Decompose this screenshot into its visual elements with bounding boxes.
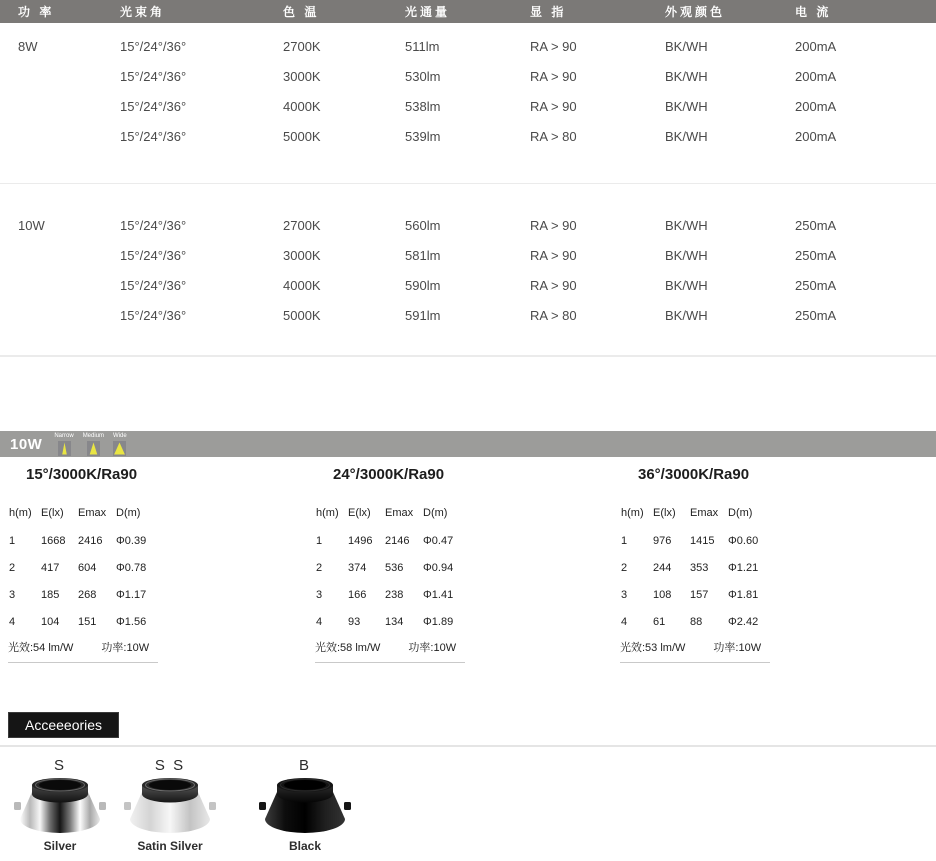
spec-cell: 539lm	[405, 128, 441, 144]
photometric-row	[8, 527, 160, 554]
photometric-col-header: E(lx)	[653, 507, 676, 519]
photometric-table-title: 36°/3000K/Ra90	[638, 466, 750, 483]
spec-cell: RA > 90	[530, 277, 577, 293]
spec-cell: 581lm	[405, 247, 441, 263]
photometric-cell: 353	[690, 561, 709, 574]
photometric-cell: 2	[621, 561, 628, 574]
beam-mode-wide	[113, 433, 127, 456]
spec-cell: BK/WH	[665, 68, 708, 84]
photometric-cell: 108	[653, 588, 672, 601]
photometric-row	[8, 554, 160, 581]
efficacy-value: 光效:54 lm/W	[8, 642, 74, 654]
spec-cell: BK/WH	[665, 98, 708, 114]
photometric-table	[315, 460, 490, 663]
spec-cell: 590lm	[405, 277, 441, 293]
photometric-cell: 166	[348, 588, 367, 601]
spec-row	[0, 121, 936, 151]
col-header-color-temp: 色 温	[265, 0, 387, 23]
photometric-cell: 1	[9, 534, 16, 547]
col-header-beam-angle: 光束角	[102, 0, 265, 23]
spec-cell: 3000K	[283, 247, 321, 263]
spec-cell: BK/WH	[665, 247, 708, 263]
beam-mode-label: Medium	[82, 433, 105, 439]
photometric-cell: 61	[653, 615, 666, 628]
beam-mode-label: Narrow	[54, 433, 74, 439]
photometric-cell: 2146	[385, 534, 410, 547]
photometric-cell: 1496	[348, 534, 373, 547]
spec-cell: 15°/24°/36°	[120, 38, 187, 54]
photometric-cell: 93	[348, 615, 361, 628]
spec-cell: 250mA	[795, 247, 837, 263]
photometric-cell: 4	[621, 615, 628, 628]
photometric-table-title: 24°/3000K/Ra90	[333, 466, 445, 483]
spec-cell: RA > 80	[530, 128, 577, 144]
photometric-cell: 88	[690, 615, 703, 628]
spec-row	[0, 270, 936, 300]
group-separator-line	[0, 183, 936, 184]
photometric-col-header: Emax	[78, 507, 107, 519]
spec-cell: RA > 90	[530, 98, 577, 114]
photometric-row	[620, 527, 772, 554]
spec-table-header	[0, 0, 936, 23]
photometric-tables	[0, 460, 936, 660]
accessory-item-black	[245, 757, 365, 853]
photometric-cell: Φ2.42	[728, 615, 759, 628]
band-power-label: 10W	[10, 435, 43, 453]
photometric-cell: 1668	[41, 534, 66, 547]
photometric-cell: 374	[348, 561, 367, 574]
spec-cell: 538lm	[405, 98, 441, 114]
photometric-col-header: E(lx)	[41, 507, 64, 519]
photometric-col-header: E(lx)	[348, 507, 371, 519]
photometric-data-table	[8, 499, 160, 635]
photometric-cell: 151	[78, 615, 97, 628]
photometric-footer	[8, 636, 158, 663]
beam-mode-narrow	[54, 433, 73, 456]
photometric-cell: Φ1.81	[728, 588, 759, 601]
photometric-cell: Φ0.47	[423, 534, 454, 547]
power-cell	[0, 300, 102, 330]
spec-cell: 5000K	[283, 307, 321, 323]
photometric-col-header: Emax	[385, 507, 414, 519]
spec-cell: 15°/24°/36°	[120, 217, 187, 233]
spec-row	[0, 240, 936, 270]
power-cell	[0, 240, 102, 270]
photometric-table-title: 15°/3000K/Ra90	[26, 466, 138, 483]
efficacy-value: 光效:58 lm/W	[315, 642, 381, 654]
photometric-cell: Φ0.94	[423, 561, 454, 574]
photometric-cell: Φ0.39	[116, 534, 147, 547]
photometric-row	[8, 581, 160, 608]
photometric-cell: 134	[385, 615, 404, 628]
spec-cell: 15°/24°/36°	[120, 277, 187, 293]
spec-cell: BK/WH	[665, 277, 708, 293]
beam-medium-icon	[87, 441, 100, 456]
spec-cell: 15°/24°/36°	[120, 307, 187, 323]
photometric-data-table	[315, 499, 467, 635]
photometric-col-header: Emax	[690, 507, 719, 519]
spec-cell: 200mA	[795, 38, 837, 54]
power-cell: 10W	[18, 217, 45, 233]
spec-cell: 4000K	[283, 277, 321, 293]
spec-table-body	[0, 23, 936, 330]
spec-cell: 591lm	[405, 307, 441, 323]
spec-table	[0, 0, 936, 330]
spec-group-gap	[0, 151, 936, 210]
photometric-cell: 3	[621, 588, 628, 601]
reflector-ring-image	[257, 778, 353, 836]
photometric-cell: 536	[385, 561, 404, 574]
photometric-col-header: D(m)	[423, 507, 448, 519]
reflector-ring-image	[122, 778, 218, 836]
col-header-power: 功 率	[0, 0, 102, 23]
photometric-cell: 185	[41, 588, 60, 601]
photometric-col-header: h(m)	[621, 507, 644, 519]
photometric-row	[315, 581, 467, 608]
power-cell	[0, 91, 102, 121]
photometric-cell: 1	[316, 534, 323, 547]
spec-row	[0, 31, 936, 61]
accessory-item-satin-silver	[110, 757, 230, 853]
beam-narrow-icon	[58, 441, 71, 456]
spec-row	[0, 61, 936, 91]
photometric-cell: 2416	[78, 534, 103, 547]
photometric-cell: Φ1.21	[728, 561, 759, 574]
col-header-luminous-flux: 光通量	[387, 0, 512, 23]
spec-cell: 15°/24°/36°	[120, 98, 187, 114]
accessories-list	[0, 747, 936, 857]
accessory-item-silver	[0, 757, 120, 853]
photometric-cell: 244	[653, 561, 672, 574]
photometric-cell: 417	[41, 561, 60, 574]
spec-cell: BK/WH	[665, 38, 708, 54]
photometric-footer	[315, 636, 465, 663]
photometric-row	[620, 608, 772, 635]
photometric-cell: 268	[78, 588, 97, 601]
photometric-table	[8, 460, 183, 663]
spec-cell: 200mA	[795, 98, 837, 114]
photometric-row	[620, 554, 772, 581]
power-value: 功率:10W	[408, 642, 457, 654]
spec-cell: RA > 90	[530, 217, 577, 233]
spec-cell: 250mA	[795, 217, 837, 233]
accessory-code: S S	[154, 757, 186, 774]
photometric-cell: 4	[316, 615, 323, 628]
reflector-ring-image	[12, 778, 108, 836]
spec-row	[0, 300, 936, 330]
spec-cell: RA > 90	[530, 38, 577, 54]
col-header-finish-color: 外观颜色	[647, 0, 777, 23]
beam-mode-label: Wide	[113, 433, 127, 439]
photometric-cell: 104	[41, 615, 60, 628]
photometric-row	[315, 554, 467, 581]
photometric-cell: 157	[690, 588, 709, 601]
beam-mode-icons	[54, 432, 126, 456]
accessory-name: Satin Silver	[137, 839, 203, 853]
photometric-cell: 976	[653, 534, 672, 547]
col-header-cri: 显 指	[512, 0, 647, 23]
spec-cell: BK/WH	[665, 128, 708, 144]
spec-cell: 530lm	[405, 68, 441, 84]
power-cell	[0, 270, 102, 300]
spec-cell: 200mA	[795, 128, 837, 144]
spec-cell: 3000K	[283, 68, 321, 84]
accessory-name: Black	[288, 839, 322, 853]
col-header-current: 电 流	[777, 0, 936, 23]
spec-cell: 4000K	[283, 98, 321, 114]
photometric-cell: 604	[78, 561, 97, 574]
photometric-col-header: D(m)	[728, 507, 753, 519]
photometric-col-header: h(m)	[9, 507, 32, 519]
spec-cell: 2700K	[283, 217, 321, 233]
spec-cell: RA > 80	[530, 307, 577, 323]
accessories-title: Acceeeories	[8, 712, 119, 738]
spec-cell: BK/WH	[665, 307, 708, 323]
spec-top-spacer	[0, 23, 936, 31]
accessory-name: Silver	[43, 839, 77, 853]
photometric-cell: Φ0.60	[728, 534, 759, 547]
photometric-row	[8, 608, 160, 635]
photometric-band	[0, 431, 936, 457]
spec-cell: 5000K	[283, 128, 321, 144]
spec-cell: 200mA	[795, 68, 837, 84]
power-cell	[0, 61, 102, 91]
photometric-cell: 238	[385, 588, 404, 601]
spec-cell: 15°/24°/36°	[120, 247, 187, 263]
efficacy-value: 光效:53 lm/W	[620, 642, 686, 654]
photometric-cell: Φ0.78	[116, 561, 147, 574]
photometric-table	[620, 460, 795, 663]
photometric-cell: 2	[316, 561, 323, 574]
spec-cell: 250mA	[795, 307, 837, 323]
spec-cell: RA > 90	[530, 247, 577, 263]
photometric-cell: 2	[9, 561, 16, 574]
section-separator-line	[0, 355, 936, 357]
power-cell: 8W	[18, 38, 38, 54]
photometric-cell: Φ1.56	[116, 615, 147, 628]
photometric-cell: 3	[9, 588, 16, 601]
accessories-section	[0, 712, 936, 857]
accessory-code: B	[298, 757, 311, 774]
photometric-cell: Φ1.41	[423, 588, 454, 601]
photometric-cell: 4	[9, 615, 16, 628]
spec-row	[0, 91, 936, 121]
power-value: 功率:10W	[713, 642, 762, 654]
spec-cell: BK/WH	[665, 217, 708, 233]
photometric-cell: 1	[621, 534, 628, 547]
spec-cell: RA > 90	[530, 68, 577, 84]
spec-cell: 2700K	[283, 38, 321, 54]
photometric-data-table	[620, 499, 772, 635]
beam-wide-icon	[113, 441, 126, 456]
photometric-col-header: h(m)	[316, 507, 339, 519]
photometric-row	[620, 581, 772, 608]
spec-row	[0, 210, 936, 240]
spec-cell: 511lm	[405, 38, 440, 54]
photometric-footer	[620, 636, 770, 663]
photometric-cell: Φ1.89	[423, 615, 454, 628]
spec-cell: 250mA	[795, 277, 837, 293]
spec-cell: 560lm	[405, 217, 441, 233]
beam-mode-medium	[83, 433, 104, 456]
photometric-cell: 1415	[690, 534, 715, 547]
photometric-cell: Φ1.17	[116, 588, 147, 601]
photometric-cell: 3	[316, 588, 323, 601]
spec-cell: 15°/24°/36°	[120, 68, 187, 84]
accessory-code: S	[53, 757, 66, 774]
spec-cell: 15°/24°/36°	[120, 128, 187, 144]
photometric-row	[315, 608, 467, 635]
power-cell	[0, 121, 102, 151]
power-value: 功率:10W	[101, 642, 150, 654]
photometric-row	[315, 527, 467, 554]
photometric-col-header: D(m)	[116, 507, 141, 519]
